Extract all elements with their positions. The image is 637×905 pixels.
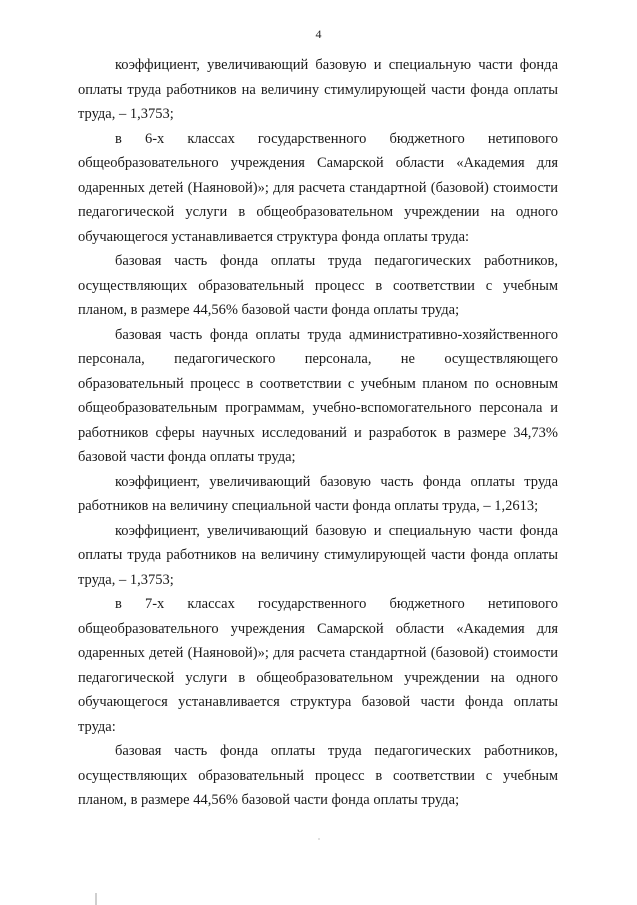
paragraph-base-admin-staff: базовая часть фонда оплаты труда административно-хозяйственного персонала, педагогического персонала, не осуществляющего образовательный процесс в соответствии с учебным планом по основным общеобразовательным программам, учебно-вспомогательного персонала и работников сферы научных исследований и разработок в размере 34,73% базовой части фонда оплаты труда; <box>78 326 558 465</box>
paragraph-coefficient-special: коэффициент, увеличивающий базовую часть фонда оплаты труда работников на величину специальной части фонда оплаты труда, – 1,2613; <box>78 473 558 514</box>
paragraph-base-teaching-staff-2: базовая часть фонда оплаты труда педагогических работников, осуществляющих образовательный процесс в соответствии с учебным планом, в размере 44,56% базовой части фонда оплаты труда; <box>78 743 558 808</box>
paragraph-grade-7-structure: в 7-х классах государственного бюджетного нетипового общеобразовательного учреждения Самарской области «Академия для одаренных детей (Наяновой)»; для расчета стандартной (базовой) стоимости педагогической услуги в общеобразовательном учреждении на одного обучающегося устанавливается структура базовой части фонда оплаты труда: <box>78 596 558 735</box>
document-body <box>78 53 558 813</box>
paragraph-grade-6-structure: в 6-х классах государственного бюджетного нетипового общеобразовательного учреждения Самарской области «Академия для одаренных детей (Наяновой)»; для расчета стандартной (базовой) стоимости педагогической услуги в общеобразовательном учреждении на одного обучающегося устанавливается структура фонда оплаты труда: <box>78 130 558 245</box>
paragraph-coefficient-stimulating-1: коэффициент, увеличивающий базовую и специальную части фонда оплаты труда работников на величину стимулирующей части фонда оплаты труда, – 1,3753; <box>78 57 558 122</box>
scan-margin-mark <box>95 893 97 905</box>
paragraph-coefficient-stimulating-2: коэффициент, увеличивающий базовую и специальную части фонда оплаты труда работников на величину стимулирующей части фонда оплаты труда, – 1,3753; <box>78 522 558 588</box>
scan-speck <box>318 838 320 840</box>
paragraph-base-teaching-staff-1: базовая часть фонда оплаты труда педагогических работников, осуществляющих образовательный процесс в соответствии с учебным планом, в размере 44,56% базовой части фонда оплаты труда; <box>78 253 558 318</box>
page-number: 4 <box>315 27 322 41</box>
